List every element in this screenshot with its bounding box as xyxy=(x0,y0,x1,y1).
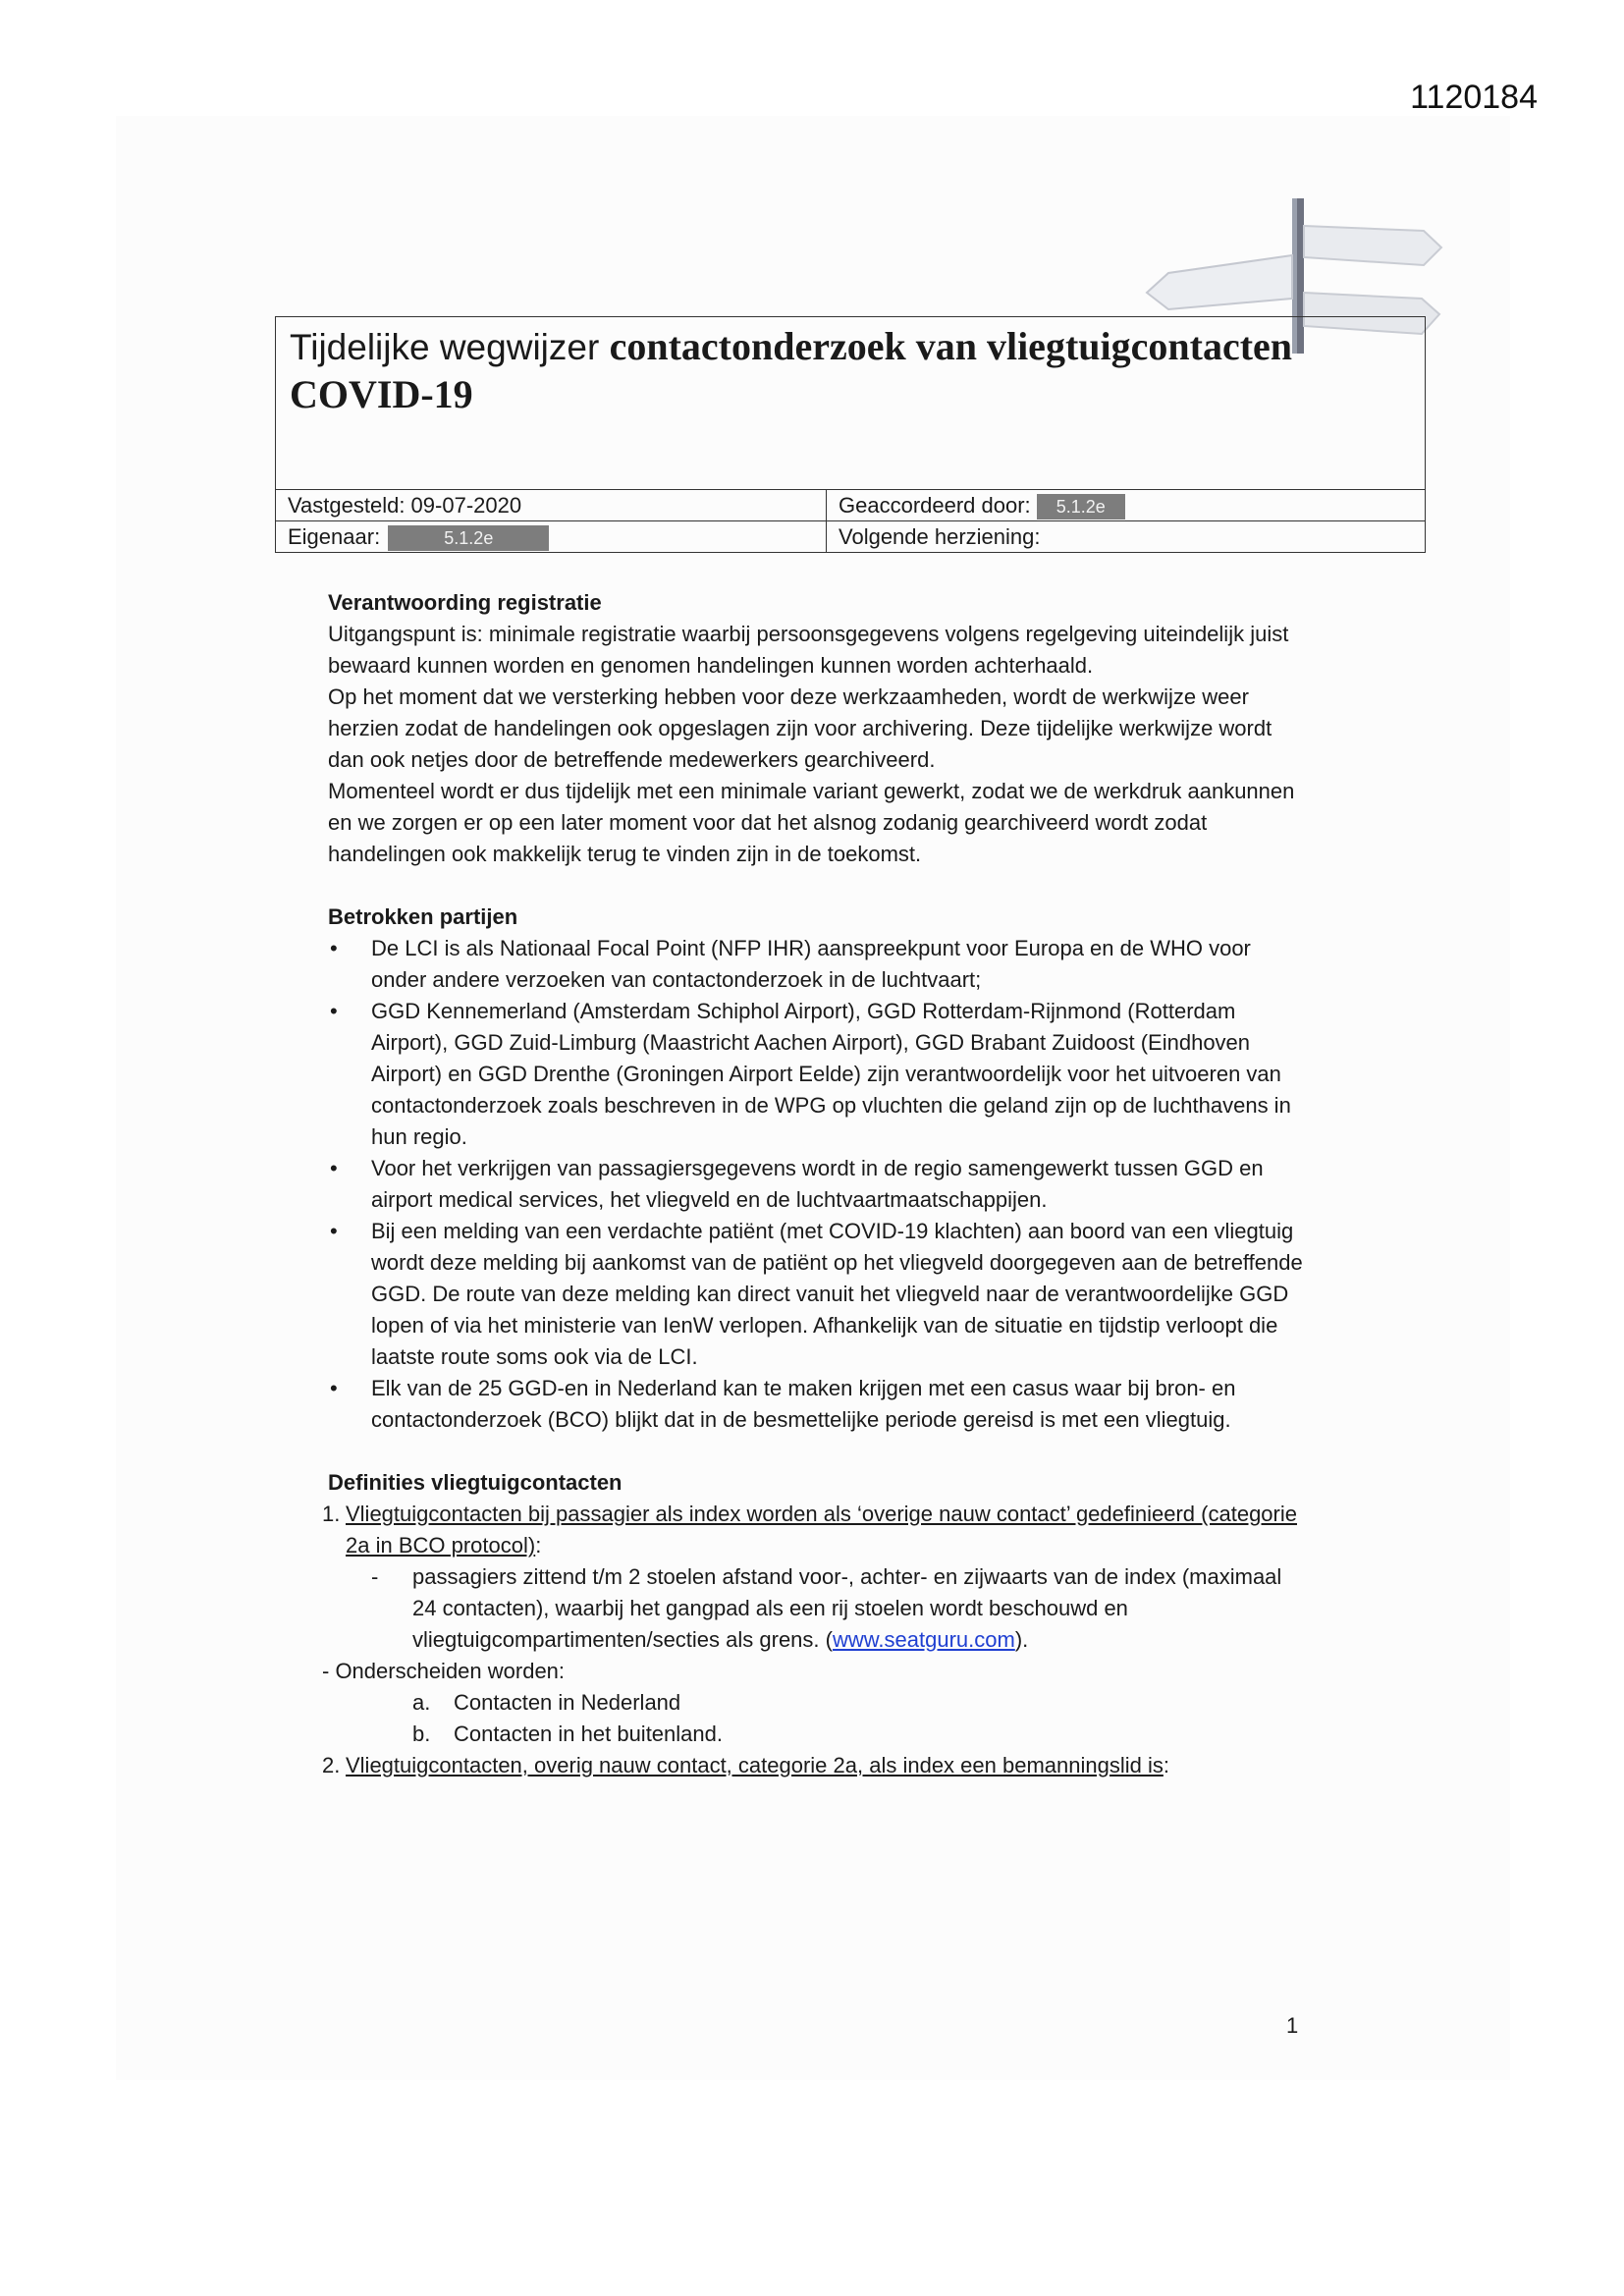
title-bold: contactonderzoek van vliegtuigcontacten xyxy=(609,324,1293,368)
definitie-1-detail xyxy=(328,1561,1310,1656)
list-item: • De LCI is als Nationaal Focal Point (NFP IHR) aanspreekpunt voor Europa en de WHO voor onder andere verzoeken van contactonderzoek in de luchtvaart; xyxy=(328,933,1310,996)
section-heading-verantwoording: Verantwoording registratie xyxy=(328,590,602,615)
sub-item-b-text: Contacten in het buitenland. xyxy=(454,1722,723,1746)
detail-text-after: ). xyxy=(1014,1627,1029,1652)
sub-item-a-text: Contacten in Nederland xyxy=(454,1690,681,1715)
dash-marker: - xyxy=(371,1564,379,1589)
redaction-block: 5.1.2e xyxy=(388,525,549,551)
volgende-herziening-cell: Volgende herziening: xyxy=(827,521,1426,553)
paragraph: Op het moment dat we versterking hebben voor deze werkzaamheden, wordt de werkwijze weer herzien zodat de handelingen ook opgeslagen zijn voor archivering. Deze tijdelijke werkwijze wordt dan ook netjes door de betreffende medewerkers gearchiveerd. xyxy=(328,684,1272,772)
section-heading-partijen: Betrokken partijen xyxy=(328,904,518,929)
eigenaar-cell xyxy=(276,521,827,553)
title-light: Tijdelijke wegwijzer xyxy=(290,327,610,367)
document-id: 1120184 xyxy=(1410,79,1538,116)
document-title xyxy=(290,323,1411,371)
definitie-2 xyxy=(324,1750,1310,1781)
definitie-2-number: 2. xyxy=(322,1753,341,1777)
definitie-2-colon: : xyxy=(1163,1753,1169,1777)
definitie-1-number: 1. xyxy=(322,1502,341,1526)
metadata-table xyxy=(275,489,1426,553)
definitie-2-text: Vliegtuigcontacten, overig nauw contact, categorie 2a, als index een bemanningslid is xyxy=(346,1753,1164,1777)
geaccordeerd-cell xyxy=(827,490,1426,521)
title-line2: COVID-19 xyxy=(290,372,473,416)
redaction-block: 5.1.2e xyxy=(1037,494,1125,519)
sub-item-b-letter: b. xyxy=(412,1722,431,1746)
list-item: • Bij een melding van een verdachte patiënt (met COVID-19 klachten) aan boord van een vliegtuig wordt deze melding bij aankomst van de patiënt op het vliegveld doorgegeven aan de betreffende GGD. De route van deze melding kan direct vanuit het vliegveld naar de verantwoordelijke GGD lopen of via het ministerie van IenW verlopen. Afhankelijk van de situatie en tijdstip verloopt die laatste route soms ook via de LCI. xyxy=(328,1216,1310,1373)
sub-item-a-letter: a. xyxy=(412,1690,431,1715)
seatguru-link[interactable]: www.seatguru.com xyxy=(832,1627,1015,1652)
section-heading-definities: Definities vliegtuigcontacten xyxy=(328,1470,623,1495)
geaccordeerd-label: Geaccordeerd door: xyxy=(839,493,1031,518)
definitie-1-text: Vliegtuigcontacten bij passagier als index worden als ‘overige nauw contact’ gedefinieerd (categorie 2a in BCO protocol) xyxy=(346,1502,1297,1558)
page-number: 1 xyxy=(1286,2013,1299,2038)
title-box xyxy=(275,316,1426,489)
list-item: • Voor het verkrijgen van passagiersgegevens wordt in de regio samengewerkt tussen GGD en airport medical services, het vliegveld en de luchtvaartmaatschappijen. xyxy=(328,1153,1310,1216)
vastgesteld-cell: Vastgesteld: 09-07-2020 xyxy=(276,490,827,521)
partijen-list xyxy=(328,933,1310,1436)
paragraph: Momenteel wordt er dus tijdelijk met een minimale variant gewerkt, zodat we de werkdruk aankunnen en we zorgen er op een later moment voor dat het alsnog zodanig gearchiveerd wordt zodat handelingen ook makkelijk terug te vinden zijn in de toekomst. xyxy=(328,779,1295,866)
sub-item-a xyxy=(328,1687,1310,1719)
list-item: • GGD Kennemerland (Amsterdam Schiphol Airport), GGD Rotterdam-Rijnmond (Rotterdam Airport), GGD Zuid-Limburg (Maastricht Aachen Airport), GGD Brabant Zuidoost (Eindhoven Airport) en GGD Drenthe (Groningen Airport Eelde) zijn verantwoordelijk voor het uitvoeren van contactonderzoek zoals beschreven in de WPG op vluchten die geland zijn op de luchthavens in hun regio. xyxy=(328,996,1310,1153)
sub-item-b xyxy=(328,1719,1310,1750)
document-body xyxy=(322,587,1310,1781)
list-item: • Elk van de 25 GGD-en in Nederland kan te maken krijgen met een casus waar bij bron- en contactonderzoek (BCO) blijkt dat in de besmettelijke periode gereisd is met een vliegtuig. xyxy=(328,1373,1310,1436)
onderscheiden-label: - Onderscheiden worden: xyxy=(322,1659,566,1683)
paragraph: Uitgangspunt is: minimale registratie waarbij persoonsgegevens volgens regelgeving uiteindelijk juist bewaard kunnen worden en genomen handelingen kunnen worden achterhaald. xyxy=(328,622,1289,678)
eigenaar-label: Eigenaar: xyxy=(288,524,381,549)
detail-text-before: passagiers zittend t/m 2 stoelen afstand voor-, achter- en zijwaarts van de index (maximaal 24 contacten), waarbij het gangpad als een rij stoelen wordt beschouwd en vliegtuigcompartimenten/secties als grens. ( xyxy=(412,1564,1282,1652)
definitie-1 xyxy=(324,1499,1310,1561)
definitie-1-colon: : xyxy=(535,1533,542,1558)
